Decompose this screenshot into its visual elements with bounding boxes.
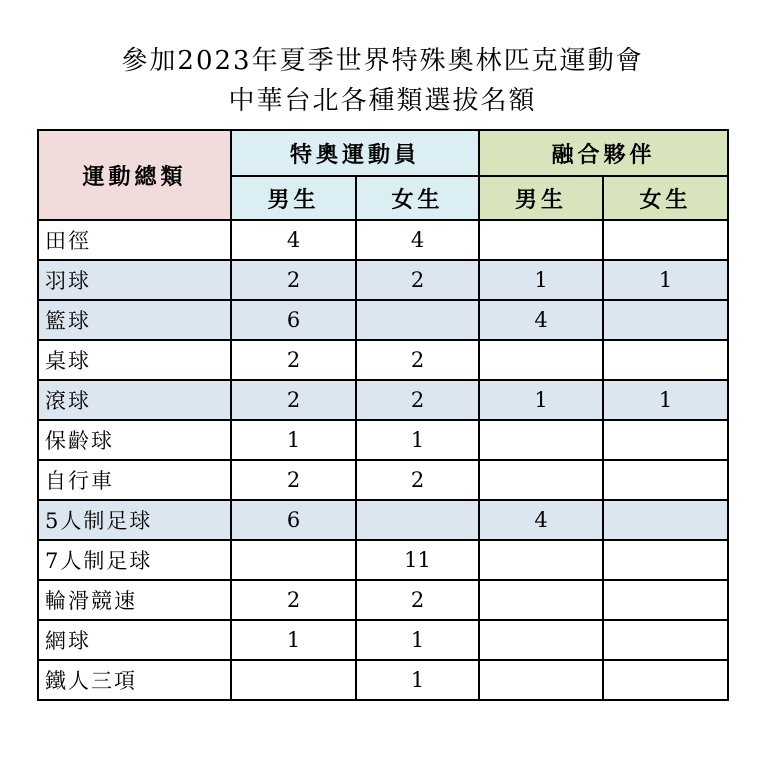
athlete-female-cell: 2 <box>356 380 479 420</box>
athlete-female-cell: 2 <box>356 460 479 500</box>
sport-name-cell: 網球 <box>38 620 231 660</box>
header-partner-female: 女生 <box>603 176 728 220</box>
partner-female-cell <box>603 580 728 620</box>
header-athlete-female: 女生 <box>356 176 479 220</box>
table-row <box>38 460 728 500</box>
sport-name-cell: 自行車 <box>38 460 231 500</box>
table-row <box>38 300 728 340</box>
partner-male-cell <box>479 420 603 460</box>
table-row <box>38 380 728 420</box>
sport-name-cell: 保齡球 <box>38 420 231 460</box>
partner-male-cell: 1 <box>479 260 603 300</box>
athlete-female-cell: 1 <box>356 420 479 460</box>
table-row <box>38 220 728 260</box>
table-row <box>38 260 728 300</box>
sport-name-cell: 5人制足球 <box>38 500 231 540</box>
partner-female-cell: 1 <box>603 260 728 300</box>
partner-male-cell <box>479 220 603 260</box>
sport-name-cell: 7人制足球 <box>38 540 231 580</box>
table-row <box>38 540 728 580</box>
partner-female-cell <box>603 220 728 260</box>
partner-male-cell <box>479 340 603 380</box>
athlete-female-cell <box>356 500 479 540</box>
athlete-male-cell: 1 <box>231 420 356 460</box>
partner-male-cell: 4 <box>479 300 603 340</box>
athlete-male-cell <box>231 540 356 580</box>
athlete-male-cell: 6 <box>231 500 356 540</box>
sport-name-cell: 輪滑競速 <box>38 580 231 620</box>
athlete-male-cell: 1 <box>231 620 356 660</box>
table-row <box>38 420 728 460</box>
sport-name-cell: 田徑 <box>38 220 231 260</box>
partner-female-cell <box>603 420 728 460</box>
partner-male-cell <box>479 620 603 660</box>
header-category: 運動總類 <box>38 130 231 220</box>
athlete-female-cell: 2 <box>356 260 479 300</box>
partner-male-cell <box>479 540 603 580</box>
athlete-male-cell: 4 <box>231 220 356 260</box>
sport-name-cell: 滾球 <box>38 380 231 420</box>
sport-name-cell: 羽球 <box>38 260 231 300</box>
athlete-female-cell: 1 <box>356 660 479 700</box>
partner-female-cell <box>603 460 728 500</box>
header-unified-partners: 融合夥伴 <box>479 130 728 176</box>
partner-female-cell <box>603 340 728 380</box>
header-row-1 <box>38 130 728 176</box>
athlete-male-cell: 2 <box>231 380 356 420</box>
athlete-female-cell <box>356 300 479 340</box>
sport-name-cell: 桌球 <box>38 340 231 380</box>
partner-male-cell: 4 <box>479 500 603 540</box>
partner-male-cell: 1 <box>479 380 603 420</box>
athlete-female-cell: 11 <box>356 540 479 580</box>
athlete-female-cell: 1 <box>356 620 479 660</box>
partner-female-cell <box>603 540 728 580</box>
header-athlete-male: 男生 <box>231 176 356 220</box>
athlete-male-cell <box>231 660 356 700</box>
partner-female-cell: 1 <box>603 380 728 420</box>
table-row <box>38 340 728 380</box>
table-row <box>38 660 728 700</box>
title-line-2: 中華台北各種類選拔名額 <box>228 86 537 116</box>
athlete-male-cell: 2 <box>231 340 356 380</box>
partner-male-cell <box>479 660 603 700</box>
table-row <box>38 500 728 540</box>
athlete-male-cell: 2 <box>231 260 356 300</box>
table-row <box>38 580 728 620</box>
partner-male-cell <box>479 580 603 620</box>
sport-name-cell: 鐵人三項 <box>38 660 231 700</box>
athlete-female-cell: 2 <box>356 340 479 380</box>
table-body <box>38 220 728 700</box>
title-line-1: 參加2023年夏季世界特殊奧林匹克運動會 <box>121 46 644 76</box>
header-partner-male: 男生 <box>479 176 603 220</box>
partner-female-cell <box>603 500 728 540</box>
athlete-female-cell: 4 <box>356 220 479 260</box>
quota-table <box>37 129 729 701</box>
header-special-athletes: 特奧運動員 <box>231 130 479 176</box>
table-row <box>38 620 728 660</box>
partner-female-cell <box>603 660 728 700</box>
partner-female-cell <box>603 620 728 660</box>
partner-male-cell <box>479 460 603 500</box>
athlete-female-cell: 2 <box>356 580 479 620</box>
athlete-male-cell: 6 <box>231 300 356 340</box>
athlete-male-cell: 2 <box>231 460 356 500</box>
sport-name-cell: 籃球 <box>38 300 231 340</box>
partner-female-cell <box>603 300 728 340</box>
athlete-male-cell: 2 <box>231 580 356 620</box>
